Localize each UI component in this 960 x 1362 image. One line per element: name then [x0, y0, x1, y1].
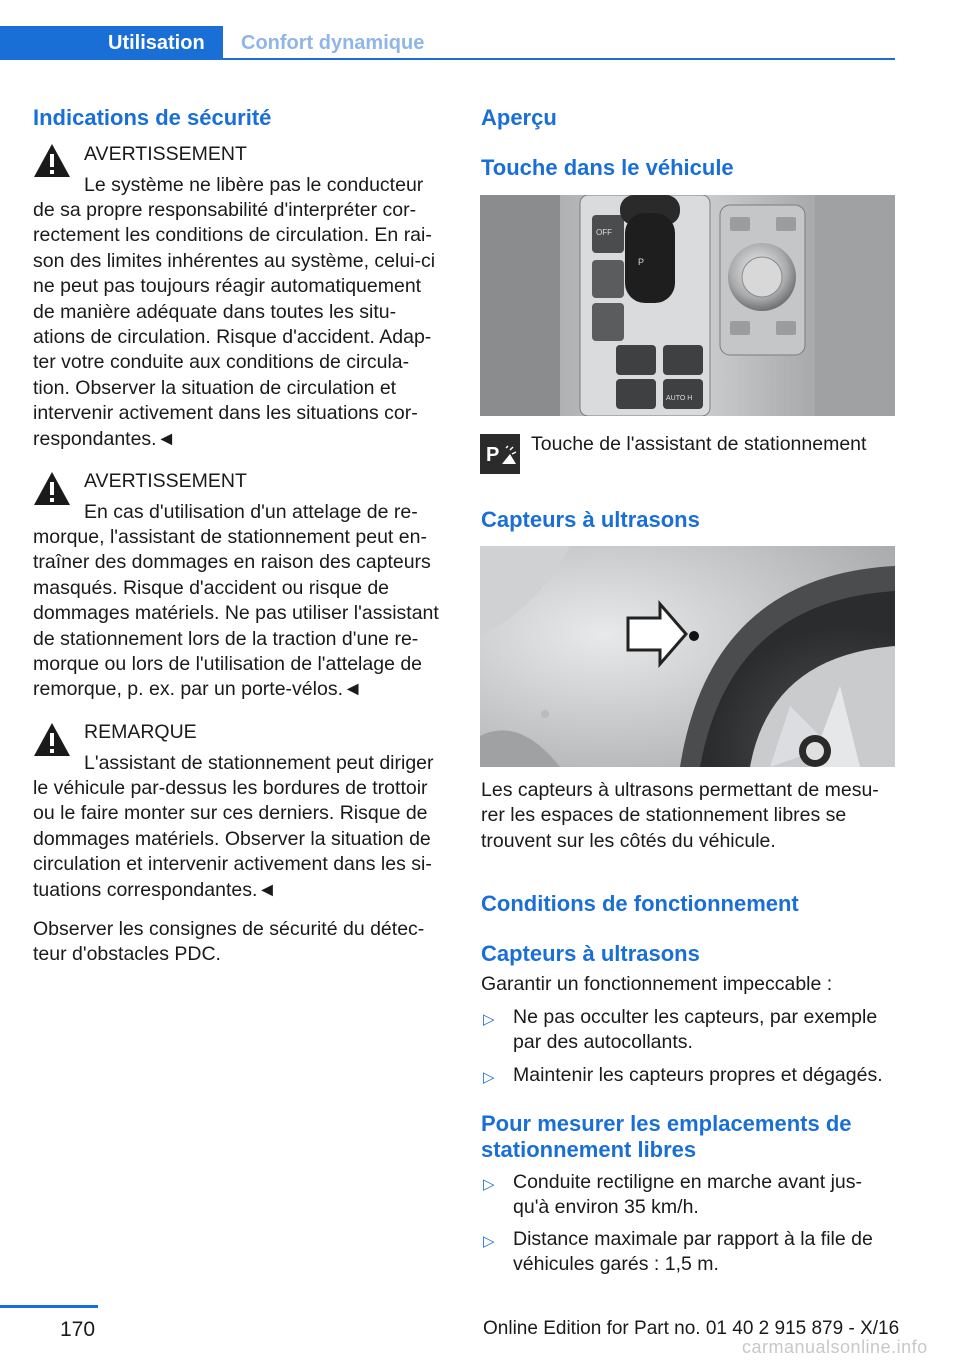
warning-triangle-icon	[32, 141, 72, 181]
warning-triangle-icon	[32, 469, 72, 509]
bullet-triangle-icon: ▷	[483, 1069, 495, 1086]
subsection-title-button: Touche dans le véhicule	[481, 155, 734, 180]
tab-confort-dynamique[interactable]: Confort dynamique	[241, 32, 425, 54]
tab-utilisation[interactable]	[0, 26, 223, 60]
remark-text-first: L'assistant de stationnement peut diriger	[84, 752, 434, 774]
list-item: Conduite rectiligne en marche avant jus- qu'à environ 35 km/h.	[513, 1171, 863, 1219]
off-button-label: OFF	[596, 228, 612, 237]
conditions-intro: Garantir un fonctionnement impeccable :	[481, 973, 833, 995]
park-assist-button-icon	[480, 434, 520, 474]
sensor-description: Les capteurs à ultrasons permettant de mesu- rer les espaces de stationnement libres se trouvent sur les côtés du véhicule.	[481, 779, 879, 852]
bullet-triangle-icon: ▷	[483, 1011, 495, 1028]
warning-text: morque, l'assistant de stationnement peut en- traîner des dommages en raison des capteurs masqués. Risque d'accident ou risque de dommages matériels. Ne pas utiliser l'assistant de stationnement lors de la traction d'une re- morque ou lors de l'utilisation de l'attelage de remorque, p. ex. par un porte-vélos.◄	[33, 526, 439, 701]
tab-utilisation-label: Utilisation	[108, 32, 205, 54]
header-rule	[0, 58, 895, 60]
warning-text: de sa propre responsabilité d'interpréter cor- rectement les conditions de circulation. En rai- son des limites inhérentes au système, celui-ci ne peut pas toujours réagir automatiquement de manière adéquate dans toutes les situ- ations de circulation. Risque d'accident. Adap- ter votre conduite aux conditions de circula- tion. Observer la situation de circulation et intervenir activement dans les situations cor- respondantes.◄	[33, 199, 436, 450]
subsection-title-sensors: Capteurs à ultrasons	[481, 507, 700, 532]
list-item: Maintenir les capteurs propres et dégagés.	[513, 1064, 883, 1086]
center-console-photo	[480, 195, 895, 416]
warning-text-first: Le système ne libère pas le conducteur	[84, 174, 424, 196]
ultrasonic-sensor-photo	[480, 546, 895, 767]
list-item: Ne pas occulter les capteurs, par exemple par des autocollants.	[513, 1006, 878, 1054]
page-number: 170	[60, 1318, 96, 1341]
bullet-triangle-icon: ▷	[483, 1176, 495, 1193]
closing-paragraph: Observer les consignes de sécurité du détec- teur d'obstacles PDC.	[33, 918, 425, 966]
subsection-title-measure: Pour mesurer les emplacements de stationnement libres	[481, 1111, 852, 1162]
section-title-safety: Indications de sécurité	[33, 105, 272, 130]
caution-triangle-icon	[32, 720, 72, 760]
warning-label: AVERTISSEMENT	[84, 470, 247, 492]
list-item: Distance maximale par rapport à la file de véhicules garés : 1,5 m.	[513, 1228, 873, 1276]
auto-hold-label: AUTO H	[666, 395, 693, 402]
remark-text: le véhicule par-dessus les bordures de trottoir ou le faire monter sur ces derniers. Risque de dommages matériels. Observer la situation de circulation et intervenir activement dans les si- tuations correspondantes.◄	[33, 777, 432, 901]
warning-label: AVERTISSEMENT	[84, 143, 247, 165]
warning-text-first: En cas d'utilisation d'un attelage de re-	[84, 501, 418, 523]
edition-note: Online Edition for Part no. 01 40 2 915 879 - X/16	[483, 1318, 900, 1339]
park-assist-button-caption: Touche de l'assistant de stationnement	[531, 433, 867, 455]
section-title-conditions: Conditions de fonctionnement	[481, 891, 799, 916]
gear-selector-label: P	[638, 257, 645, 267]
watermark: carmanualsonline.info	[742, 1337, 928, 1357]
footer-rule	[0, 1305, 98, 1308]
section-title-overview: Aperçu	[481, 105, 557, 130]
svg-text:P: P	[486, 444, 500, 466]
remark-label: REMARQUE	[84, 721, 197, 743]
bullet-triangle-icon: ▷	[483, 1233, 495, 1250]
subsection-title-sensors-2: Capteurs à ultrasons	[481, 941, 700, 966]
page-header	[0, 26, 895, 60]
